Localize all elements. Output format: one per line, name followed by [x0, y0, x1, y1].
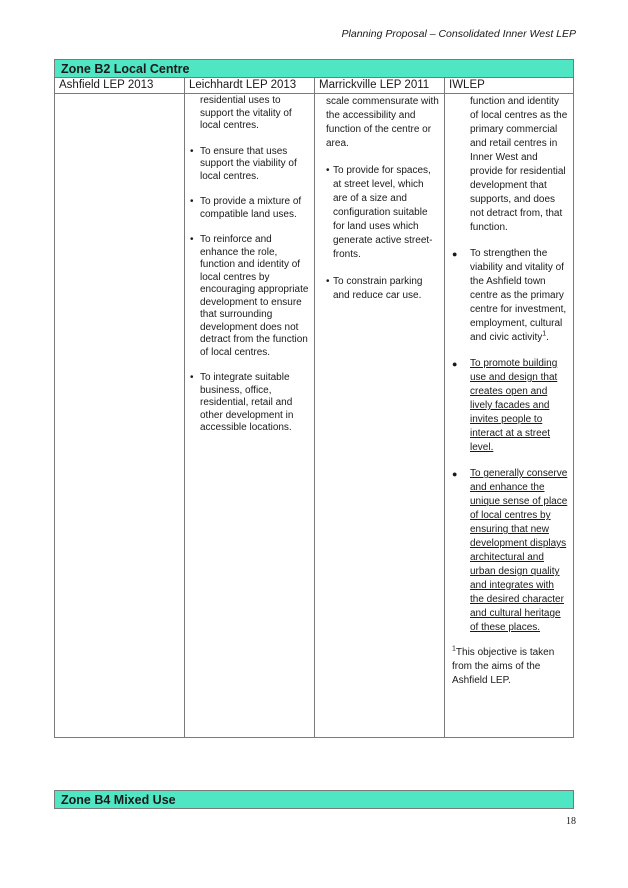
page-number: 18 — [566, 816, 576, 827]
footnote-marker: 1 — [542, 330, 547, 338]
column-header: Ashfield LEP 2013 — [55, 77, 184, 94]
bullet-icon: • — [190, 196, 194, 207]
document-header: Planning Proposal – Consolidated Inner West LEP — [341, 28, 576, 40]
zone-b2-title: Zone B2 Local Centre — [54, 59, 574, 78]
ashfield-column — [55, 77, 185, 737]
zone-b4-title: Zone B4 Mixed Use — [54, 790, 574, 809]
column-header: IWLEP — [445, 77, 573, 94]
bullet-icon: • — [190, 234, 194, 245]
objective-item: ● To generally conserve and enhance the unique sense of place of local centres by ensuring that new development displays architectural and urban design quality and integrates with the desired character and cultural heritage of these places. — [452, 468, 568, 633]
iwlep-column — [445, 77, 573, 737]
bullet-icon: ● — [452, 469, 458, 479]
bullet-icon: • — [190, 372, 194, 383]
zone-b2-table — [54, 77, 574, 738]
column-header: Leichhardt LEP 2013 — [185, 77, 314, 94]
bullet-icon: ● — [452, 359, 458, 369]
objective-item: ● To promote building use and design that creates open and lively facades and invites people to interact at a street level. — [452, 358, 558, 453]
bullet-icon: • — [190, 145, 194, 157]
objective-item: • To provide for spaces, at street level, which are of a size and configuration suitable for land uses which generate active street-fronts. — [326, 165, 433, 260]
objective-item: • To reinforce and enhance the role, function and identity of local centres by encouraging appropriate development to ensure that surrounding development does not detract from the function of local centres. — [190, 234, 309, 358]
objective-item: • To integrate suitable business, office, residential, retail and other development in accessible locations. — [190, 372, 294, 433]
objective-continued: residential uses to support the vitality of local centres. — [200, 95, 292, 131]
objective-item: • To constrain parking and reduce car use. — [326, 276, 423, 301]
objective-continued: scale commensurate with the accessibility and function of the centre or area. — [326, 96, 439, 149]
leichhardt-column — [185, 77, 315, 737]
marrickville-column — [315, 77, 445, 737]
objective-continued: function and identity of local centres as the primary commercial and retail centres in Inner West and provide for residential development that supports, and does not detract from, that function. — [470, 96, 568, 233]
objective-item: • To provide a mixture of compatible land uses. — [190, 196, 302, 220]
column-header: Marrickville LEP 2011 — [315, 77, 444, 94]
footnote: $^1$This objective is taken from the aims of the Ashfield LEP. — [452, 645, 555, 686]
objective-item: ● To strengthen the viability and vitality of the Ashfield town centre as the primary centre for investment, employment, cultural and civic activity$^1$. — [452, 248, 567, 343]
bullet-icon: • — [326, 165, 330, 176]
objective-item: • To ensure that uses support the viability of local centres. — [190, 145, 297, 182]
bullet-icon: • — [326, 276, 330, 287]
bullet-icon: ● — [452, 249, 458, 259]
